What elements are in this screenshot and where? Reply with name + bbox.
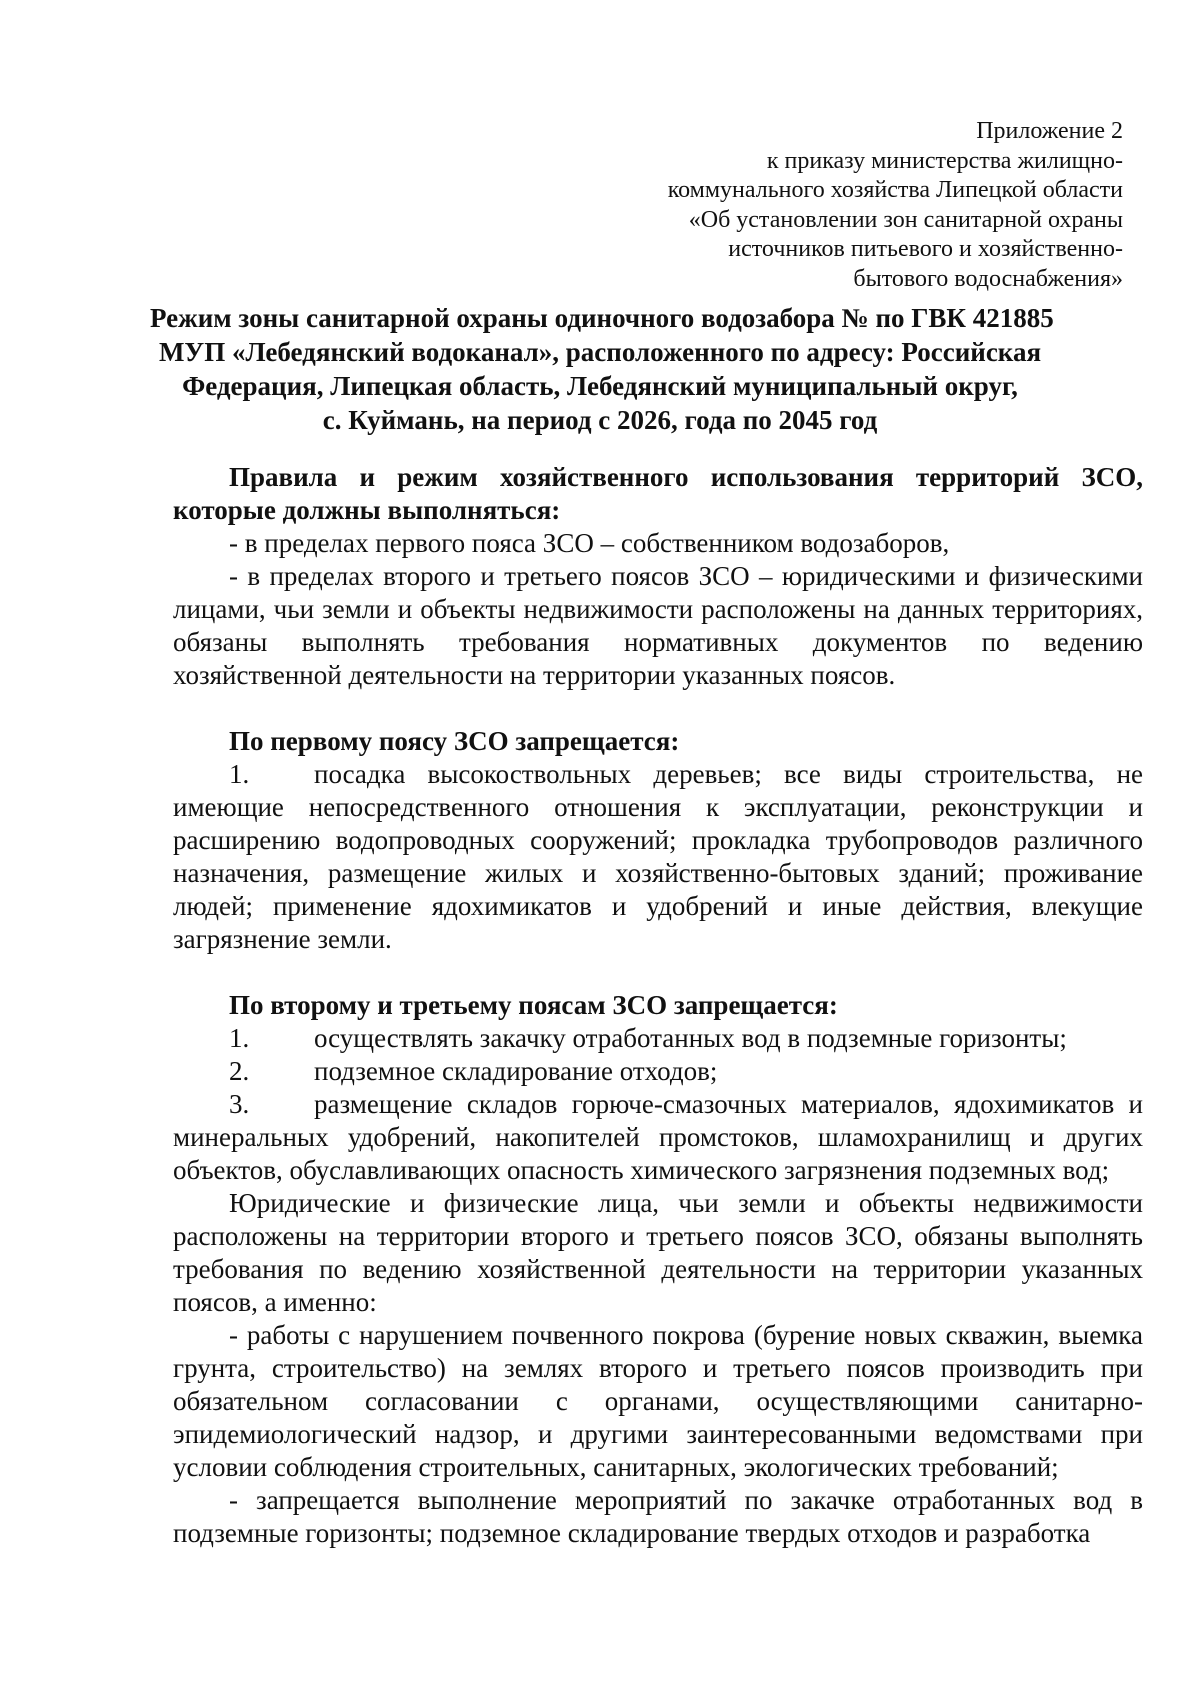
item-number: 1. — [229, 759, 250, 789]
appendix-line: источников питьевого и хозяйственно- — [728, 236, 1123, 262]
appendix-line: к приказу министерства жилищно- — [766, 147, 1123, 174]
title-line: МУП «Лебедянский водоканал», расположенного по адресу: Российская — [158, 337, 1042, 367]
second-third-belt-item — [173, 1055, 1143, 1088]
appendix-line: бытового водоснабжения» — [853, 265, 1123, 292]
item-number: 3. — [229, 1089, 250, 1119]
second-third-belt-item — [173, 1022, 1143, 1055]
document-title — [150, 301, 1054, 437]
title-line: Режим зоны санитарной охраны одиночного водозабора № по ГВК 421885 — [150, 303, 1054, 333]
second-third-belt-heading: По второму и третьему поясам ЗСО запрещается: — [229, 990, 838, 1020]
first-belt-heading: По первому поясу ЗСО запрещается: — [229, 726, 680, 756]
item-text: размещение складов горюче-смазочных материалов, ядохимикатов и минеральных удобрений, накопителей промстоков, шламохранилищ и других объектов, обуславливающих опасность химического загрязнения подземных вод; — [173, 1089, 1143, 1185]
appendix-line: коммунального хозяйства Липецкой области — [667, 177, 1123, 203]
appendix-header — [603, 117, 1123, 294]
first-belt-item — [173, 758, 1143, 956]
obligations-paragraph: Юридические и физические лица, чьи земли и объекты недвижимости расположены на территории второго и третьего поясов ЗСО, обязаны выполнять требования по ведению хозяйственной деятельности на территории указанных поясов, а именно: — [173, 1188, 1143, 1317]
rules-item-first-belt: - в пределах первого пояса ЗСО – собственником водозаборов, — [229, 528, 950, 558]
item-text: посадка высокоствольных деревьев; все виды строительства, не имеющие непосредственного отношения к эксплуатации, реконструкции и расширению водопроводных сооружений; прокладка трубопроводов различного назначения, размещение жилых и хозяйственно-бытовых зданий; проживание людей; применение ядохимикатов и удобрений и иные действия, влекущие загрязнение земли. — [173, 759, 1143, 954]
soil-works-paragraph: - работы с нарушением почвенного покрова (бурение новых скважин, выемка грунта, строительство) на землях второго и третьего поясов производить при обязательном согласовании с органами, осуществляющими санитарно-эпидемиологический надзор, и другими заинтересованными ведомствами при условии соблюдения строительных, санитарных, экологических требований; — [173, 1320, 1143, 1482]
second-third-belt-item — [173, 1088, 1143, 1187]
item-text: осуществлять закачку отработанных вод в подземные горизонты; — [314, 1023, 1067, 1053]
spacer — [173, 956, 1143, 989]
document-body — [173, 461, 1143, 1550]
appendix-line: «Об установлении зон санитарной охраны — [688, 206, 1123, 233]
rules-heading: Правила и режим хозяйственного использования территорий ЗСО, которые должны выполняться: — [173, 462, 1143, 525]
item-number: 1. — [229, 1023, 250, 1053]
title-line: с. Куймань, на период с 2026, года по 2045 год — [322, 405, 878, 435]
item-number: 2. — [229, 1056, 250, 1086]
rules-item-second-third-belt: - в пределах второго и третьего поясов ЗСО – юридическими и физическими лицами, чьи земли и объекты недвижимости расположены на данных территориях, обязаны выполнять требования нормативных документов по ведению хозяйственной деятельности на территории указанных поясов. — [173, 561, 1143, 690]
prohibited-measures-paragraph: - запрещается выполнение мероприятий по закачке отработанных вод в подземные горизонты; подземное складирование твердых отходов и разработка — [173, 1485, 1143, 1548]
title-line: Федерация, Липецкая область, Лебедянский муниципальный округ, — [182, 371, 1018, 401]
item-text: подземное складирование отходов; — [314, 1056, 718, 1086]
spacer — [173, 692, 1143, 725]
appendix-line: Приложение 2 — [976, 118, 1123, 144]
